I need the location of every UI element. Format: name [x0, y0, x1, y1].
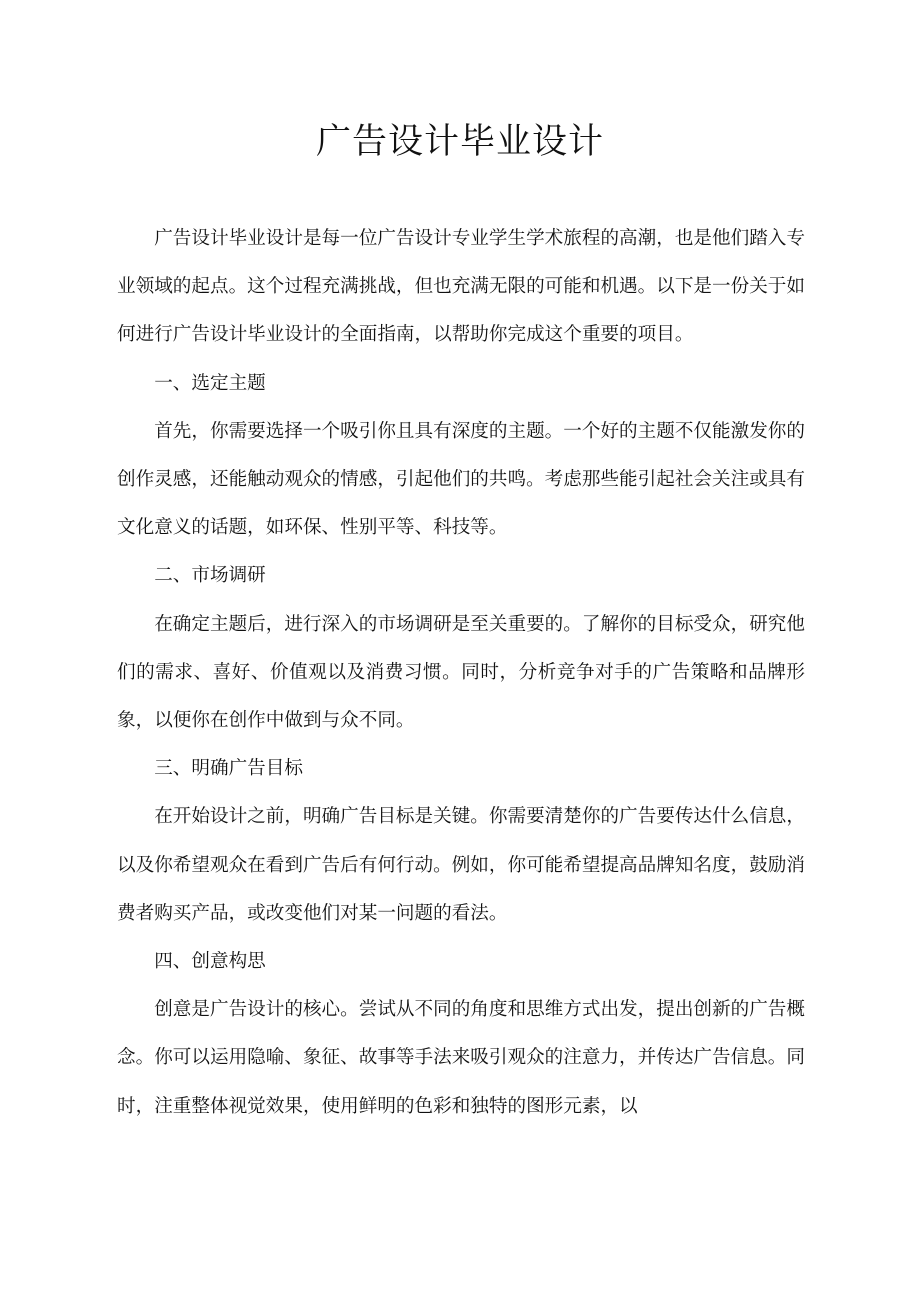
- section-paragraph-goals: 在开始设计之前，明确广告目标是关键。你需要清楚你的广告要传达什么信息，以及你希望观众在看到广告后有何行动。例如，你可能希望提高品牌知名度，鼓励消费者购买产品，或改变他们对某一问题的看法。: [117, 806, 805, 924]
- section-heading-research: 二、市场调研: [154, 565, 266, 587]
- section-paragraph-research: 在确定主题后，进行深入的市场调研是至关重要的。了解你的目标受众，研究他们的需求、喜好、价值观以及消费习惯。同时，分析竞争对手的广告策略和品牌形象，以便你在创作中做到与众不同。: [117, 613, 805, 732]
- section-heading-topic: 一、选定主题: [154, 372, 266, 394]
- document-title: 广告设计毕业设计: [315, 122, 604, 162]
- section-heading-ideation: 四、创意构思: [154, 951, 266, 973]
- intro-paragraph: 广告设计毕业设计是每一位广告设计专业学生学术旅程的高潮，也是他们踏入专业领域的起点。这个过程充满挑战，但也充满无限的可能和机遇。以下是一份关于如何进行广告设计毕业设计的全面指南，以帮助你完成这个重要的项目。: [117, 228, 805, 346]
- section-paragraph-ideation: 创意是广告设计的核心。尝试从不同的角度和思维方式出发，提出创新的广告概念。你可以运用隐喻、象征、故事等手法来吸引观众的注意力，并传达广告信息。同时，注重整体视觉效果，使用鲜明的色彩和独特的图形元素，以: [117, 999, 805, 1117]
- section-heading-goals: 三、明确广告目标: [154, 758, 303, 780]
- document-body: [117, 215, 805, 1131]
- section-paragraph-topic: 首先，你需要选择一个吸引你且具有深度的主题。一个好的主题不仅能激发你的创作灵感，还能触动观众的情感，引起他们的共鸣。考虑那些能引起社会关注或具有文化意义的话题，如环保、性别平等、科技等。: [117, 420, 805, 539]
